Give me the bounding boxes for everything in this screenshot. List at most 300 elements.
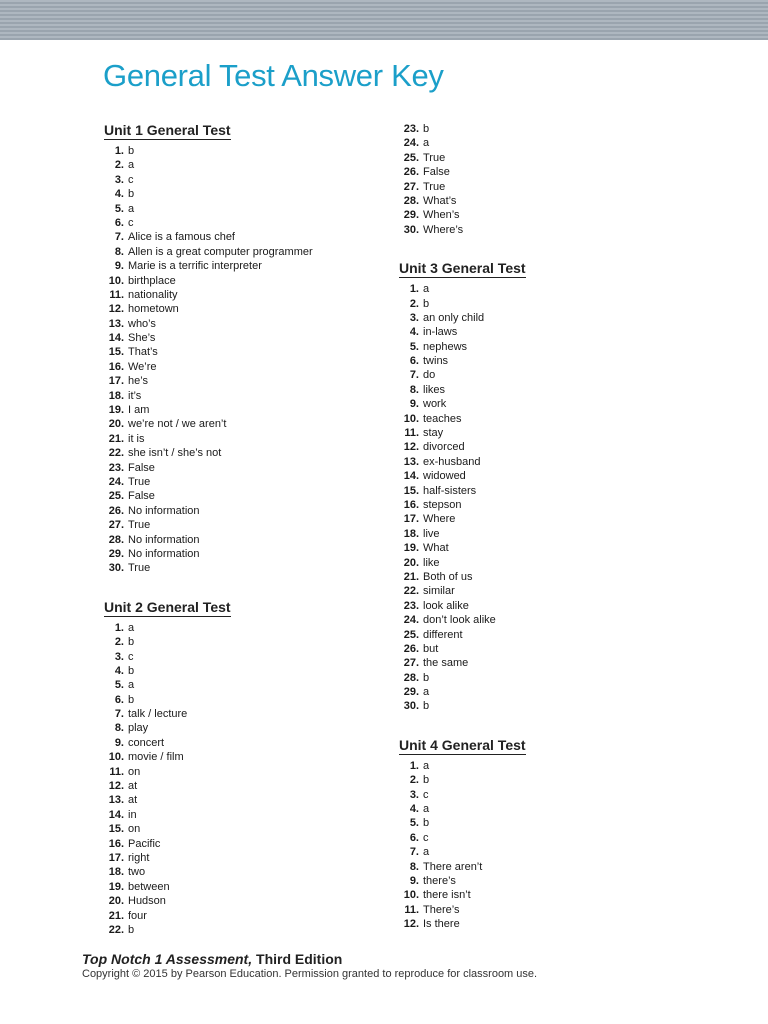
item-number: 20. xyxy=(108,895,124,908)
answer-item xyxy=(104,664,384,678)
answer-item xyxy=(399,325,679,339)
item-answer: an only child xyxy=(423,311,485,324)
item-number: 18. xyxy=(403,527,419,540)
page-title: General Test Answer Key xyxy=(103,58,444,93)
answer-item xyxy=(399,556,679,570)
item-number: 10. xyxy=(403,889,419,902)
item-number: 4. xyxy=(409,803,419,816)
item-number: 7. xyxy=(114,708,124,721)
item-number: 10. xyxy=(108,274,124,287)
item-number: 1. xyxy=(114,621,124,634)
item-number: 20. xyxy=(108,418,124,431)
item-number: 19. xyxy=(108,404,124,417)
answer-item xyxy=(399,802,679,816)
item-answer: What’s xyxy=(423,194,457,207)
item-number: 30. xyxy=(108,562,124,575)
item-number: 9. xyxy=(114,260,124,273)
item-number: 24. xyxy=(403,137,419,150)
item-number: 12. xyxy=(108,780,124,793)
item-answer: a xyxy=(423,846,430,859)
answer-item xyxy=(104,345,384,359)
answer-item xyxy=(104,173,384,187)
answer-item xyxy=(104,489,384,503)
item-number: 8. xyxy=(409,860,419,873)
answer-item xyxy=(399,340,679,354)
item-number: 14. xyxy=(108,808,124,821)
item-number: 2. xyxy=(114,159,124,172)
answer-item xyxy=(104,635,384,649)
item-number: 8. xyxy=(114,245,124,258)
answer-item xyxy=(399,541,679,555)
answer-item xyxy=(104,518,384,532)
item-number: 1. xyxy=(114,145,124,157)
item-answer: b xyxy=(423,123,430,135)
answer-section xyxy=(104,599,384,938)
item-answer: widowed xyxy=(423,470,466,483)
item-number: 16. xyxy=(403,498,419,511)
item-number: 23. xyxy=(403,599,419,612)
item-number: 9. xyxy=(114,736,124,749)
answer-item xyxy=(104,822,384,836)
answer-item xyxy=(104,621,384,635)
book-edition: Third Edition xyxy=(252,951,343,967)
item-answer: right xyxy=(128,851,150,864)
item-number: 19. xyxy=(108,880,124,893)
answer-item xyxy=(399,816,679,830)
item-answer: b xyxy=(423,671,430,684)
item-answer: False xyxy=(128,490,155,503)
item-number: 21. xyxy=(403,570,419,583)
item-number: 11. xyxy=(109,765,124,778)
answer-item xyxy=(104,259,384,273)
answer-item xyxy=(104,331,384,345)
item-number: 24. xyxy=(403,614,419,627)
item-answer: a xyxy=(128,679,135,692)
item-answer: Marie is a terrific interpreter xyxy=(128,260,262,273)
item-answer: play xyxy=(128,722,149,735)
item-answer: c xyxy=(128,173,134,186)
item-answer: b xyxy=(128,188,135,201)
item-number: 3. xyxy=(114,650,124,663)
answer-item xyxy=(104,736,384,750)
item-number: 21. xyxy=(108,909,124,922)
answer-item xyxy=(399,613,679,627)
item-number: 15. xyxy=(108,346,124,359)
item-number: 6. xyxy=(114,693,124,706)
answer-item xyxy=(399,311,679,325)
item-answer: on xyxy=(128,765,141,778)
answer-item xyxy=(399,599,679,613)
item-answer: b xyxy=(423,774,430,787)
item-number: 18. xyxy=(108,389,124,402)
copyright-notice: Copyright © 2015 by Pearson Education. Permission granted to reproduce for classroom use. xyxy=(82,968,538,980)
item-number: 10. xyxy=(108,751,124,764)
item-number: 22. xyxy=(108,447,124,460)
item-answer: We’re xyxy=(128,360,157,373)
answer-item xyxy=(399,440,679,454)
item-number: 8. xyxy=(409,383,419,396)
item-answer: b xyxy=(128,145,135,157)
item-answer: a xyxy=(423,803,430,816)
item-answer: movie / film xyxy=(128,751,184,764)
item-answer: I am xyxy=(128,404,150,417)
answer-item xyxy=(104,144,384,158)
item-number: 16. xyxy=(108,360,124,373)
item-answer: the same xyxy=(423,657,469,670)
item-number: 11. xyxy=(404,427,419,440)
item-answer: Hudson xyxy=(128,895,166,908)
item-answer: True xyxy=(128,562,151,575)
item-number: 2. xyxy=(409,774,419,787)
answer-item xyxy=(399,685,679,699)
item-number: 28. xyxy=(403,194,419,207)
answer-item xyxy=(399,874,679,888)
answer-item xyxy=(104,317,384,331)
item-number: 16. xyxy=(108,837,124,850)
item-answer: b xyxy=(423,700,430,713)
item-answer: Where’s xyxy=(423,223,464,236)
item-answer: nationality xyxy=(128,288,178,301)
item-answer: between xyxy=(128,880,170,893)
answer-item xyxy=(104,750,384,764)
answer-item xyxy=(399,656,679,670)
answer-item xyxy=(399,165,679,179)
item-number: 12. xyxy=(403,441,419,454)
right-column xyxy=(399,122,679,955)
answer-list xyxy=(399,282,679,714)
answer-item xyxy=(399,903,679,917)
item-answer: ex-husband xyxy=(423,455,481,468)
answer-item xyxy=(399,469,679,483)
item-answer: concert xyxy=(128,736,165,749)
answer-item xyxy=(399,151,679,165)
item-number: 17. xyxy=(108,375,124,388)
item-answer: at xyxy=(128,794,138,807)
item-answer: Alice is a famous chef xyxy=(128,231,235,244)
footer-book-title xyxy=(82,951,537,967)
item-answer: c xyxy=(423,788,429,801)
answer-item xyxy=(399,512,679,526)
item-number: 20. xyxy=(403,556,419,569)
item-number: 3. xyxy=(409,788,419,801)
item-answer: No information xyxy=(128,533,200,546)
answer-item xyxy=(104,158,384,172)
item-answer: a xyxy=(423,686,430,699)
answer-item xyxy=(104,865,384,879)
item-answer: b xyxy=(128,693,135,706)
item-answer: birthplace xyxy=(128,274,176,287)
item-answer: at xyxy=(128,780,138,793)
answer-item xyxy=(399,208,679,222)
item-answer: There aren’t xyxy=(423,860,483,873)
item-number: 15. xyxy=(108,823,124,836)
item-number: 12. xyxy=(108,303,124,316)
answer-item xyxy=(399,845,679,859)
answer-item xyxy=(104,389,384,403)
answer-item xyxy=(104,504,384,518)
item-answer: hometown xyxy=(128,303,179,316)
answer-item xyxy=(104,216,384,230)
answer-item xyxy=(399,888,679,902)
item-number: 23. xyxy=(108,461,124,474)
item-number: 4. xyxy=(114,664,124,677)
item-number: 5. xyxy=(114,679,124,692)
answer-item xyxy=(399,426,679,440)
item-number: 29. xyxy=(403,686,419,699)
answer-item xyxy=(399,788,679,802)
item-number: 5. xyxy=(114,202,124,215)
item-answer: That’s xyxy=(128,346,158,359)
item-answer: Allen is a great computer programmer xyxy=(128,245,313,258)
answer-item xyxy=(399,671,679,685)
item-number: 4. xyxy=(409,326,419,339)
item-number: 28. xyxy=(108,533,124,546)
item-number: 25. xyxy=(403,628,419,641)
answer-section xyxy=(104,122,384,576)
item-answer: two xyxy=(128,866,146,879)
left-column xyxy=(104,122,384,960)
answer-item xyxy=(399,223,679,237)
item-answer: c xyxy=(128,216,134,229)
answer-item xyxy=(399,628,679,642)
item-number: 29. xyxy=(403,209,419,222)
item-number: 14. xyxy=(108,332,124,345)
item-number: 3. xyxy=(409,311,419,324)
answer-item xyxy=(399,397,679,411)
section-title: Unit 1 General Test xyxy=(104,122,231,138)
item-answer: don’t look alike xyxy=(423,614,496,627)
item-number: 9. xyxy=(409,398,419,411)
item-answer: True xyxy=(128,475,151,488)
item-answer: False xyxy=(128,461,155,474)
answer-item xyxy=(104,693,384,707)
item-answer: c xyxy=(423,831,429,844)
item-number: 7. xyxy=(114,231,124,244)
item-number: 11. xyxy=(109,288,124,301)
item-answer: there isn’t xyxy=(423,889,471,902)
answer-item xyxy=(399,368,679,382)
answer-item xyxy=(399,831,679,845)
item-answer: he’s xyxy=(128,375,148,388)
item-number: 4. xyxy=(114,188,124,201)
section-title: Unit 4 General Test xyxy=(399,736,526,753)
item-number: 11. xyxy=(404,903,419,916)
item-answer: True xyxy=(423,151,446,164)
item-answer: No information xyxy=(128,504,200,517)
item-number: 6. xyxy=(409,831,419,844)
item-answer: divorced xyxy=(423,441,465,454)
item-number: 1. xyxy=(409,759,419,772)
answer-item xyxy=(104,187,384,201)
answer-item xyxy=(399,773,679,787)
item-answer: a xyxy=(423,283,430,296)
answer-item xyxy=(399,354,679,368)
section-title: Unit 3 General Test xyxy=(399,260,526,277)
item-number: 2. xyxy=(114,636,124,649)
item-answer: look alike xyxy=(423,599,469,612)
answer-item xyxy=(104,923,384,937)
item-answer: She’s xyxy=(128,332,156,345)
item-answer: b xyxy=(128,664,135,677)
answer-item xyxy=(104,245,384,259)
item-number: 7. xyxy=(409,846,419,859)
item-answer: it is xyxy=(128,432,145,445)
answer-item xyxy=(104,779,384,793)
item-answer: a xyxy=(128,621,135,634)
section-title: Unit 2 General Test xyxy=(104,598,231,615)
answer-list xyxy=(399,122,679,237)
item-answer: b xyxy=(128,923,135,936)
answer-item xyxy=(104,475,384,489)
item-number: 14. xyxy=(403,470,419,483)
item-answer: a xyxy=(128,159,135,172)
answer-item xyxy=(104,837,384,851)
answer-item xyxy=(399,455,679,469)
item-answer: who’s xyxy=(128,317,156,330)
item-number: 2. xyxy=(409,297,419,310)
answer-item xyxy=(104,909,384,923)
answer-item xyxy=(104,547,384,561)
answer-item xyxy=(399,759,679,773)
item-number: 13. xyxy=(108,317,124,330)
item-number: 28. xyxy=(403,671,419,684)
answer-list xyxy=(104,621,384,938)
item-number: 6. xyxy=(114,216,124,229)
answer-item xyxy=(104,678,384,692)
answer-item xyxy=(399,122,679,136)
answer-item xyxy=(399,282,679,296)
item-answer: stepson xyxy=(423,498,462,511)
answer-item xyxy=(399,570,679,584)
item-number: 9. xyxy=(409,874,419,887)
answer-item xyxy=(399,484,679,498)
answer-item xyxy=(104,417,384,431)
answer-item xyxy=(104,721,384,735)
item-answer: True xyxy=(423,180,446,193)
answer-section xyxy=(399,122,679,237)
book-title: Top Notch 1 Assessment, xyxy=(82,951,253,967)
item-answer: nephews xyxy=(423,340,468,353)
answer-item xyxy=(399,297,679,311)
item-number: 7. xyxy=(409,369,419,382)
answer-item xyxy=(399,498,679,512)
item-number: 29. xyxy=(108,547,124,560)
answer-item xyxy=(104,446,384,460)
item-answer: likes xyxy=(423,383,446,396)
item-number: 22. xyxy=(403,585,419,598)
answer-item xyxy=(104,808,384,822)
item-answer: talk / lecture xyxy=(128,708,188,721)
item-answer: a xyxy=(128,202,135,215)
item-answer: there’s xyxy=(423,874,456,887)
item-number: 3. xyxy=(114,173,124,186)
item-answer: twins xyxy=(423,355,449,368)
item-answer: No information xyxy=(128,547,200,560)
answer-item xyxy=(399,642,679,656)
item-number: 6. xyxy=(409,355,419,368)
answer-item xyxy=(399,194,679,208)
item-answer: When’s xyxy=(423,209,460,222)
item-answer: teaches xyxy=(423,412,462,425)
item-answer: a xyxy=(423,759,430,772)
answer-item xyxy=(104,461,384,475)
footer xyxy=(82,951,537,980)
item-answer: False xyxy=(423,166,450,179)
item-answer: stay xyxy=(423,427,444,440)
answer-item xyxy=(104,374,384,388)
answer-item xyxy=(104,851,384,865)
item-answer: do xyxy=(423,369,436,382)
item-answer: different xyxy=(423,628,463,641)
answer-item xyxy=(399,860,679,874)
header-band xyxy=(0,0,768,40)
item-number: 15. xyxy=(403,484,419,497)
item-number: 10. xyxy=(403,412,419,425)
item-number: 8. xyxy=(114,722,124,735)
item-number: 18. xyxy=(108,866,124,879)
item-answer: Is there xyxy=(423,918,460,931)
answer-section xyxy=(399,737,679,932)
answer-item xyxy=(399,527,679,541)
answer-item xyxy=(399,917,679,931)
answer-item xyxy=(399,699,679,713)
answer-item xyxy=(399,180,679,194)
answer-item xyxy=(399,584,679,598)
item-answer: like xyxy=(423,556,440,569)
answer-item xyxy=(104,894,384,908)
item-answer: b xyxy=(423,297,430,310)
item-number: 23. xyxy=(403,123,419,135)
item-number: 30. xyxy=(403,700,419,713)
item-number: 24. xyxy=(108,475,124,488)
item-number: 1. xyxy=(409,283,419,296)
answer-item xyxy=(104,230,384,244)
answer-section xyxy=(399,260,679,714)
item-answer: live xyxy=(423,527,440,540)
item-answer: half-sisters xyxy=(423,484,477,497)
item-number: 26. xyxy=(403,166,419,179)
item-number: 30. xyxy=(403,223,419,236)
item-answer: b xyxy=(423,817,430,830)
item-number: 25. xyxy=(403,151,419,164)
item-answer: What xyxy=(423,542,449,555)
answer-item xyxy=(104,533,384,547)
answer-item xyxy=(104,765,384,779)
item-answer: Both of us xyxy=(423,570,473,583)
answer-item xyxy=(104,360,384,374)
answer-list xyxy=(104,144,384,576)
item-number: 27. xyxy=(403,180,419,193)
item-answer: b xyxy=(128,636,135,649)
answer-item xyxy=(104,561,384,575)
item-answer: she isn’t / she’s not xyxy=(128,447,222,460)
answer-item xyxy=(104,202,384,216)
item-number: 17. xyxy=(108,851,124,864)
answer-item xyxy=(104,880,384,894)
item-number: 27. xyxy=(108,519,124,532)
item-answer: in xyxy=(128,808,137,821)
item-answer: on xyxy=(128,823,141,836)
item-number: 26. xyxy=(108,504,124,517)
item-number: 5. xyxy=(409,340,419,353)
item-answer: similar xyxy=(423,585,455,598)
item-answer: c xyxy=(128,650,134,663)
answer-item xyxy=(104,707,384,721)
item-number: 5. xyxy=(409,817,419,830)
item-answer: but xyxy=(423,642,439,655)
item-answer: a xyxy=(423,137,430,150)
item-number: 25. xyxy=(108,490,124,503)
